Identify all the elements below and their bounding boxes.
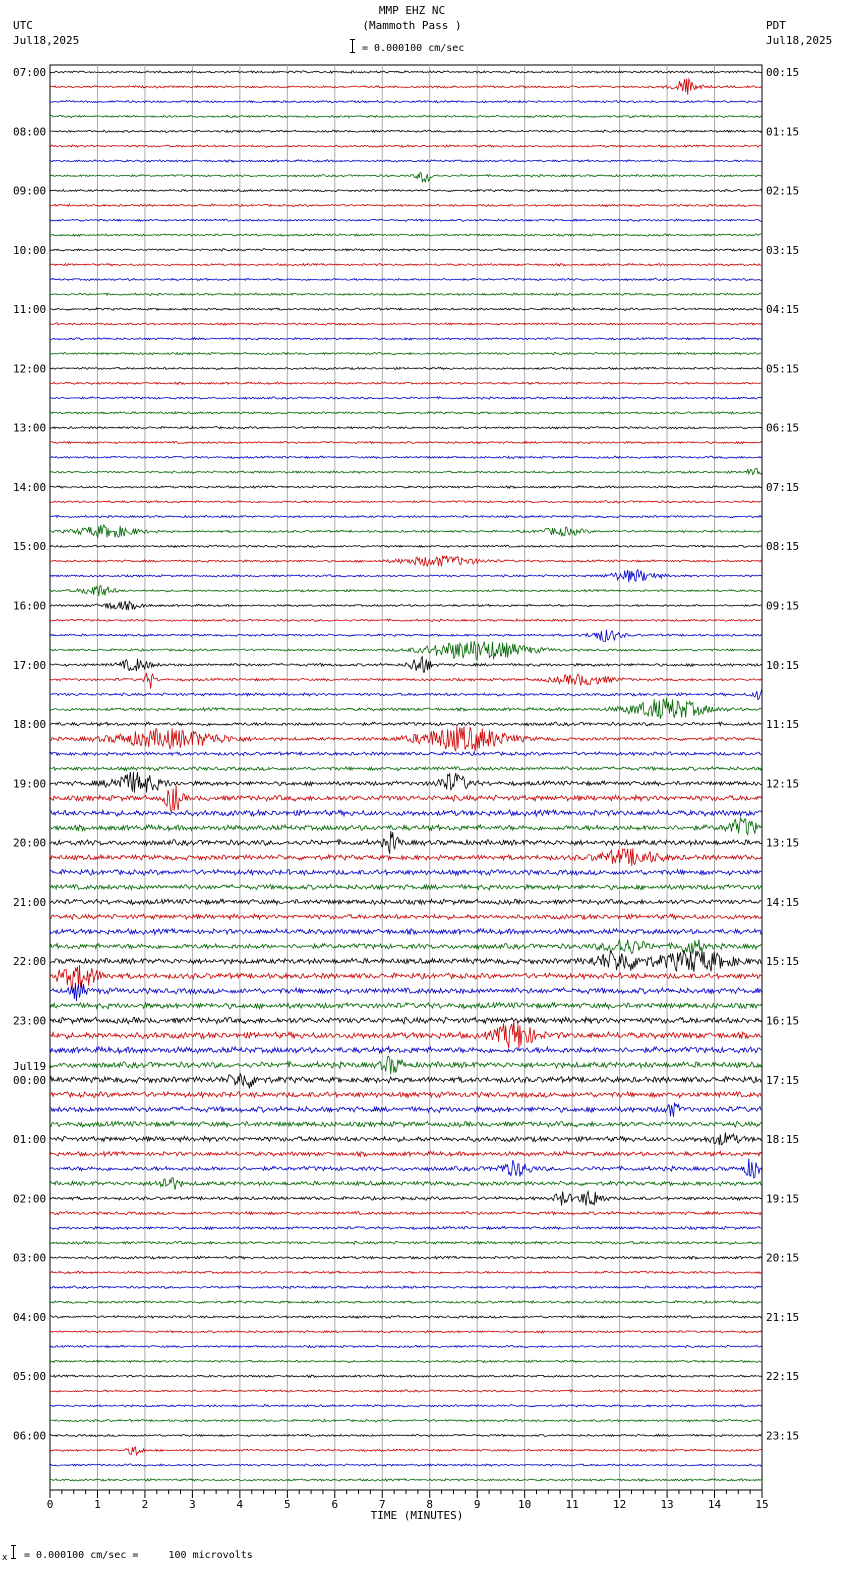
x-tick-label: 9 <box>473 1498 481 1511</box>
trace-49 <box>50 786 762 812</box>
pdt-hour-label: 10:15 <box>766 658 800 672</box>
x-axis-label: TIME (MINUTES) <box>370 1509 464 1522</box>
pdt-hour-label: 15:15 <box>766 955 800 969</box>
trace-1 <box>50 79 762 95</box>
utc-hour-label: 13:00 <box>13 421 47 435</box>
trace-22 <box>50 397 762 400</box>
trace-30 <box>50 515 762 517</box>
trace-14 <box>50 278 762 280</box>
trace-18 <box>50 338 762 340</box>
pdt-hour-label: 12:15 <box>766 777 800 791</box>
trace-31 <box>50 525 762 538</box>
trace-34 <box>50 570 762 583</box>
x-tick-label: 6 <box>331 1498 339 1511</box>
pdt-hour-label: 08:15 <box>766 540 800 554</box>
trace-43 <box>50 698 762 719</box>
pdt-hour-label: 06:15 <box>766 421 800 435</box>
trace-70 <box>50 1103 762 1117</box>
trace-73 <box>50 1151 762 1156</box>
trace-76 <box>50 1191 762 1205</box>
trace-62 <box>50 983 762 1002</box>
utc-hour-label: 04:00 <box>13 1310 47 1324</box>
trace-95 <box>50 1479 762 1481</box>
trace-6 <box>50 160 762 162</box>
utc-hour-label: 03:00 <box>13 1251 47 1265</box>
pdt-hour-label: 09:15 <box>766 599 800 613</box>
x-tick-label: 13 <box>660 1498 674 1511</box>
trace-9 <box>50 204 762 206</box>
trace-87 <box>50 1360 762 1362</box>
trace-11 <box>50 234 762 236</box>
trace-28 <box>50 486 762 488</box>
trace-79 <box>50 1241 762 1244</box>
trace-82 <box>50 1286 762 1289</box>
trace-88 <box>50 1375 762 1378</box>
trace-58 <box>50 929 762 935</box>
trace-54 <box>50 870 762 876</box>
pdt-hour-label: 01:15 <box>766 125 800 139</box>
pdt-hour-label: 22:15 <box>766 1370 800 1384</box>
pdt-hour-label: 20:15 <box>766 1251 800 1265</box>
trace-46 <box>50 752 762 756</box>
x-tick-label: 2 <box>141 1498 149 1511</box>
trace-20 <box>50 367 762 369</box>
pdt-hour-label: 13:15 <box>766 836 800 850</box>
left-timezone: UTC <box>13 19 33 32</box>
trace-27 <box>50 468 762 474</box>
trace-2 <box>50 100 762 102</box>
trace-51 <box>50 818 762 835</box>
trace-7 <box>50 172 762 182</box>
utc-hour-label: 23:00 <box>13 1014 47 1028</box>
x-tick-label: 7 <box>378 1498 386 1511</box>
trace-83 <box>50 1301 762 1304</box>
trace-65 <box>50 1020 762 1048</box>
utc-hour-label: 12:00 <box>13 362 47 376</box>
trace-72 <box>50 1132 762 1145</box>
x-tick-label: 11 <box>565 1498 579 1511</box>
trace-4 <box>50 130 762 132</box>
trace-53 <box>50 848 762 866</box>
trace-24 <box>50 427 762 429</box>
utc-hour-label: 01:00 <box>13 1133 47 1147</box>
scale-label: = 0.000100 cm/sec <box>362 43 465 54</box>
trace-81 <box>50 1271 762 1274</box>
trace-44 <box>50 722 762 726</box>
trace-39 <box>50 641 762 660</box>
left-date: Jul18,2025 <box>13 34 80 47</box>
trace-8 <box>50 189 762 191</box>
trace-42 <box>50 688 762 699</box>
trace-80 <box>50 1256 762 1259</box>
trace-5 <box>50 145 762 147</box>
trace-25 <box>50 441 762 443</box>
pdt-hour-label: 19:15 <box>766 1192 800 1206</box>
trace-35 <box>50 586 762 597</box>
utc-hour-label: 09:00 <box>13 184 47 198</box>
trace-38 <box>50 630 762 642</box>
utc-hour-label: 18:00 <box>13 718 47 732</box>
utc-hour-label: 21:00 <box>13 895 47 909</box>
trace-56 <box>50 899 762 904</box>
utc-hour-label: 14:00 <box>13 480 47 494</box>
trace-47 <box>50 767 762 771</box>
footer-marker: x <box>2 1553 8 1563</box>
trace-91 <box>50 1419 762 1421</box>
footer-scale-bar-icon <box>13 1545 14 1559</box>
utc-hour-label: 07:00 <box>13 66 47 79</box>
pdt-hour-label: 02:15 <box>766 184 800 198</box>
trace-68 <box>50 1074 762 1089</box>
trace-94 <box>50 1464 762 1466</box>
station-title: MMP EHZ NC <box>378 4 446 17</box>
trace-59 <box>50 940 762 955</box>
x-tick-label: 14 <box>707 1498 722 1511</box>
pdt-hour-label: 17:15 <box>766 1073 800 1087</box>
trace-69 <box>50 1092 762 1098</box>
trace-93 <box>50 1447 762 1455</box>
pdt-hour-label: 07:15 <box>766 480 800 494</box>
utc-hour-label: 10:00 <box>13 243 47 257</box>
trace-32 <box>50 545 762 547</box>
utc-hour-label: 02:00 <box>13 1192 47 1206</box>
trace-78 <box>50 1226 762 1229</box>
trace-86 <box>50 1345 762 1347</box>
trace-40 <box>50 657 762 673</box>
pdt-hour-label: 21:15 <box>766 1310 800 1324</box>
x-tick-label: 0 <box>46 1498 54 1511</box>
trace-66 <box>50 1047 762 1054</box>
trace-64 <box>50 1017 762 1024</box>
utc-hour-label: 20:00 <box>13 836 47 850</box>
trace-23 <box>50 412 762 414</box>
trace-77 <box>50 1212 762 1215</box>
trace-90 <box>50 1405 762 1407</box>
pdt-hour-label: 14:15 <box>766 895 800 909</box>
trace-41 <box>50 673 762 689</box>
utc-hour-label: 08:00 <box>13 125 47 139</box>
trace-85 <box>50 1331 762 1333</box>
trace-48 <box>50 772 762 793</box>
station-location: (Mammoth Pass ) <box>362 19 462 32</box>
pdt-hour-label: 04:15 <box>766 303 800 317</box>
trace-21 <box>50 382 762 384</box>
trace-17 <box>50 323 762 325</box>
trace-37 <box>50 619 762 622</box>
utc-hour-label: 00:00 <box>13 1073 47 1087</box>
x-tick-label: 4 <box>236 1498 244 1511</box>
utc-hour-label: 16:00 <box>13 599 47 613</box>
x-tick-label: 5 <box>284 1498 291 1511</box>
trace-15 <box>50 293 762 295</box>
trace-36 <box>50 601 762 610</box>
trace-3 <box>50 115 762 117</box>
x-tick-label: 15 <box>755 1498 769 1511</box>
trace-10 <box>50 219 762 221</box>
pdt-hour-label: 03:15 <box>766 243 800 257</box>
trace-67 <box>50 1056 762 1074</box>
footer-scale-label: = 0.000100 cm/sec = 100 microvolts <box>24 1550 253 1561</box>
pdt-hour-label: 00:15 <box>766 66 800 79</box>
x-tick-label: 3 <box>189 1498 196 1511</box>
utc-hour-label: 19:00 <box>13 777 47 791</box>
trace-55 <box>50 885 762 891</box>
trace-13 <box>50 264 762 266</box>
trace-92 <box>50 1434 762 1436</box>
utc-hour-label: 22:00 <box>13 955 47 969</box>
trace-0 <box>50 71 762 73</box>
right-timezone: PDT <box>766 19 786 32</box>
trace-45 <box>50 726 762 751</box>
trace-29 <box>50 501 762 503</box>
trace-63 <box>50 1003 762 1009</box>
trace-19 <box>50 352 762 354</box>
trace-60 <box>50 950 762 972</box>
x-tick-label: 8 <box>426 1498 434 1511</box>
utc-hour-label: 17:00 <box>13 658 47 672</box>
x-tick-label: 10 <box>518 1498 532 1511</box>
pdt-hour-label: 11:15 <box>766 718 800 732</box>
pdt-hour-label: 05:15 <box>766 362 800 376</box>
pdt-hour-label: 16:15 <box>766 1014 800 1028</box>
utc-hour-label: 11:00 <box>13 303 47 317</box>
utc-hour-label: 06:00 <box>13 1429 47 1443</box>
x-tick-label: 1 <box>94 1498 101 1511</box>
x-tick-label: 12 <box>612 1498 627 1511</box>
right-date: Jul18,2025 <box>766 34 833 47</box>
trace-12 <box>50 249 762 251</box>
utc-hour-label: 05:00 <box>13 1370 47 1384</box>
trace-33 <box>50 556 762 567</box>
trace-71 <box>50 1121 762 1127</box>
trace-61 <box>50 965 762 988</box>
trace-84 <box>50 1316 762 1319</box>
trace-26 <box>50 456 762 458</box>
pdt-hour-label: 23:15 <box>766 1429 800 1443</box>
utc-hour-label: 15:00 <box>13 540 47 554</box>
trace-52 <box>50 831 762 854</box>
trace-57 <box>50 914 762 919</box>
trace-74 <box>50 1159 762 1178</box>
trace-75 <box>50 1178 762 1190</box>
trace-50 <box>50 810 762 816</box>
date-change-label: Jul19 <box>13 1059 47 1073</box>
trace-89 <box>50 1390 762 1393</box>
pdt-hour-label: 18:15 <box>766 1133 800 1147</box>
trace-16 <box>50 308 762 310</box>
